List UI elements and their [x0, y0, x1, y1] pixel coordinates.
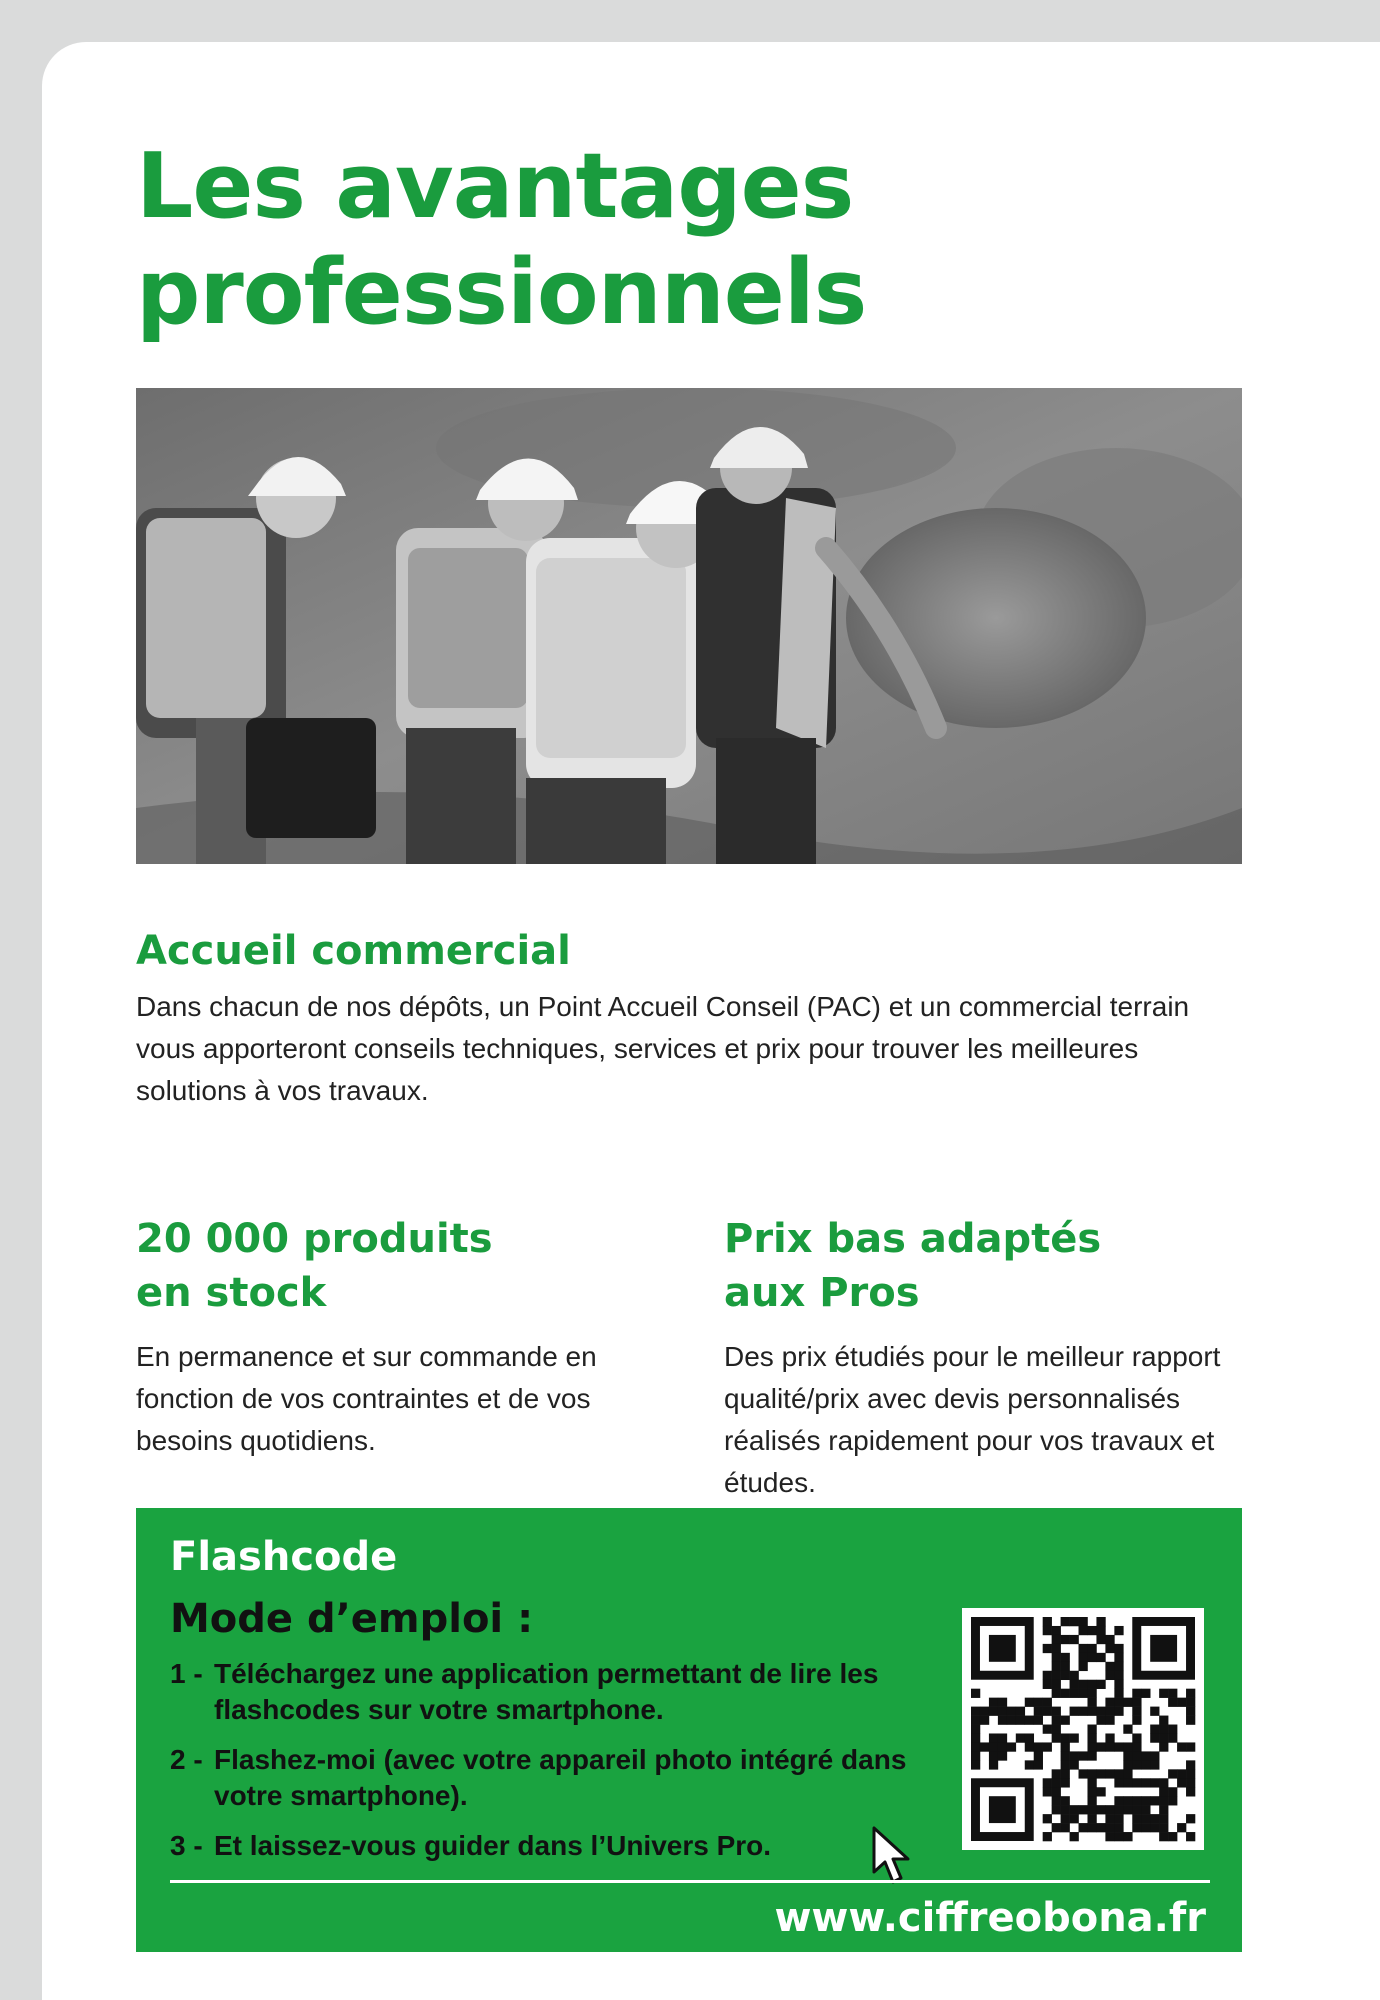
accueil-heading: Accueil commercial — [136, 928, 571, 974]
page-title-line2: professionnels — [136, 240, 867, 345]
step-number: 1 - — [170, 1658, 203, 1689]
produits-heading — [136, 1212, 493, 1320]
step-number: 3 - — [170, 1830, 203, 1861]
page-sheet — [42, 42, 1380, 2000]
step-text: Flashez-moi (avec votre appareil photo intégré dans votre smartphone). — [214, 1744, 907, 1811]
produits-heading-line2: en stock — [136, 1270, 327, 1316]
flashcode-step — [170, 1828, 930, 1864]
website-link[interactable]: www.ciffreobona.fr — [774, 1895, 1206, 1941]
qr-code[interactable] — [962, 1608, 1204, 1850]
prix-text: Des prix étudiés pour le meilleur rapport qualité/prix avec devis personnalisés réalisés rapidement pour vos travaux et études. — [724, 1341, 1221, 1498]
accueil-text: Dans chacun de nos dépôts, un Point Accueil Conseil (PAC) et un commercial terrain vous apporteront conseils techniques, services et prix pour trouver les meilleures solutions à vos travaux. — [136, 991, 1190, 1106]
flashcode-box — [136, 1508, 1242, 1952]
construction-workers-photo — [136, 388, 1242, 864]
page-title — [136, 134, 866, 346]
step-text: Et laissez-vous guider dans l’Univers Pro. — [214, 1830, 772, 1861]
produits-heading-line1: 20 000 produits — [136, 1216, 493, 1262]
flashcode-steps — [170, 1656, 930, 1878]
produits-text: En permanence et sur commande en fonction de vos contraintes et de vos besoins quotidiens. — [136, 1341, 597, 1456]
prix-heading — [724, 1212, 1101, 1320]
flashcode-step — [170, 1742, 930, 1814]
step-text: Téléchargez une application permettant de lire les flashcodes sur votre smartphone. — [214, 1658, 879, 1725]
prix-heading-line1: Prix bas adaptés — [724, 1216, 1102, 1262]
flashcode-subtitle: Mode d’emploi : — [170, 1596, 534, 1642]
page-title-line1: Les avantages — [136, 134, 854, 239]
prix-heading-line2: aux Pros — [724, 1270, 920, 1316]
flashcode-step — [170, 1656, 930, 1728]
flashcode-divider — [170, 1880, 1210, 1883]
flashcode-title: Flashcode — [170, 1534, 398, 1580]
step-number: 2 - — [170, 1744, 203, 1775]
